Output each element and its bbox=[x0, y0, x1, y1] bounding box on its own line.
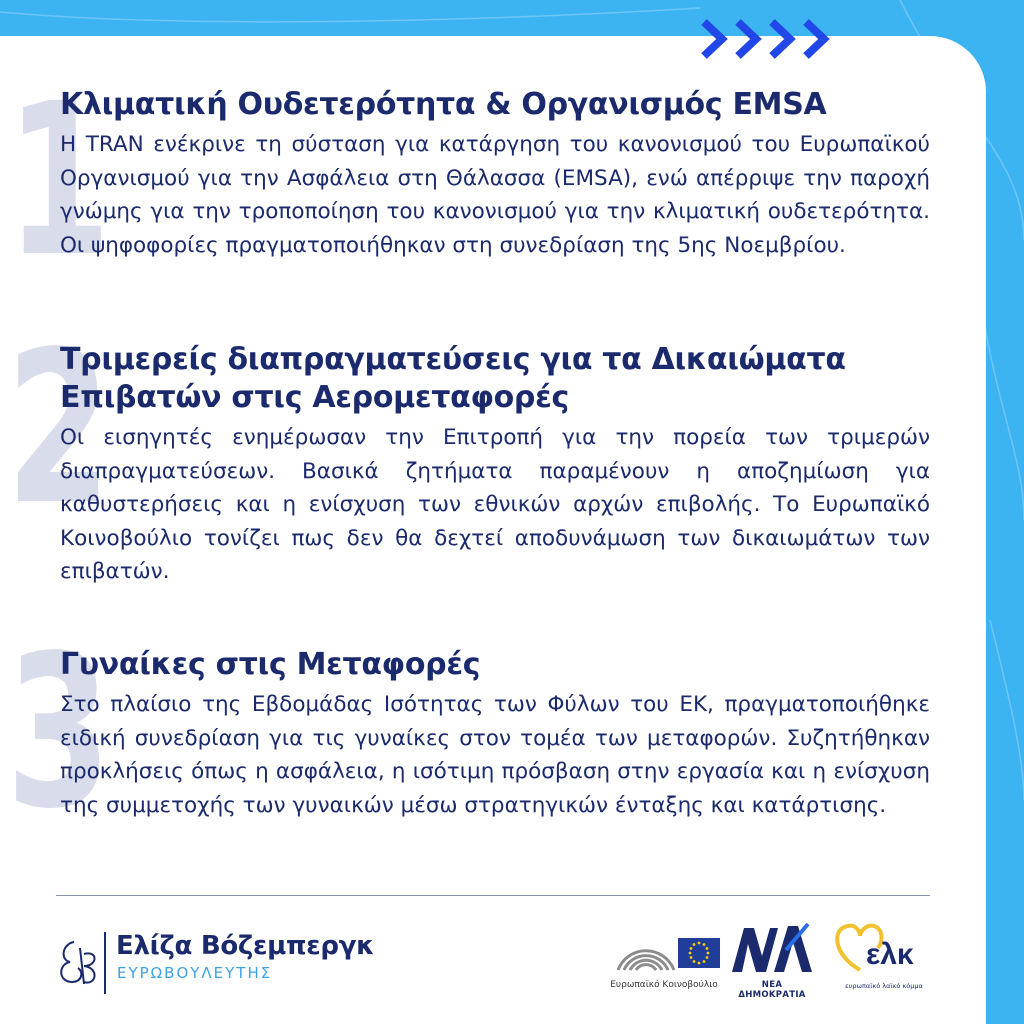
european-parliament-caption: Ευρωπαϊκό Κοινοβούλιο bbox=[610, 980, 718, 990]
section-number-3: 3 bbox=[6, 610, 112, 855]
author-role: ΕΥΡΩΒΟΥΛΕΥΤΗΣ bbox=[117, 964, 273, 982]
chevrons-icon bbox=[700, 14, 840, 64]
section-3-body: Στο πλαίσιο της Εβδομάδας Ισότητας των Φύλων του ΕΚ, πραγματοποιήθηκε ειδική συνεδρίαση για τις γυναίκες στον τομέα των μεταφορών. Συζητήθηκαν προκλήσεις όπως η ασφάλεια, η ισότιμη πρόσβαση στην εργασία και η ενίσχυση της συμμετοχής των γυναικών μέσω στρατηγικών ένταξης και κατάρτισης. bbox=[60, 692, 930, 818]
section-2 bbox=[60, 341, 930, 589]
section-3-title: Γυναίκες στις Μεταφορές bbox=[60, 647, 481, 682]
section-number-2: 2 bbox=[6, 306, 112, 551]
section-1 bbox=[60, 86, 930, 262]
section-2-body: Οι εισηγητές ενημέρωσαν την Επιτροπή για την πορεία των τριμερών διαπραγματεύσεων. Βασικά ζητήματα παραμένουν η αποζημίωση για καθυστερήσεις και η ενίσχυση των εθνικών αρχών επιβολής. Το Ευρωπαϊκό Κοινοβούλιο τονίζει πως δεν θα δεχτεί αποδυνάμωση των δικαιωμάτων των επιβατών. bbox=[60, 425, 930, 584]
content-card bbox=[0, 36, 986, 1024]
section-1-body: Η TRAN ενέκρινε τη σύσταση για κατάργηση του κανονισμού του Ευρωπαϊκού Οργανισμού για την Ασφάλεια στη Θάλασσα (EMSA), ενώ απέρριψε την παροχή γνώμης για την τροποποίηση του κανονισμού για την κλιματική ουδετερότητα. Οι ψηφοφορίες πραγματοποιήθηκαν στη συνεδρίαση της 5ης Νοεμβρίου. bbox=[60, 132, 930, 258]
european-parliament-logo bbox=[612, 922, 724, 978]
nea-dimokratia-caption: ΝΕΑ ΔΗΜΟΚΡΑΤΙΑ bbox=[738, 980, 806, 1000]
footer-divider bbox=[56, 895, 930, 896]
elk-mark: ελκ bbox=[866, 938, 914, 971]
signature-monogram-icon bbox=[54, 934, 100, 990]
section-1-title: Κλιματική Ουδετερότητα & Οργανισμός EMSA bbox=[60, 87, 827, 122]
signature-divider bbox=[104, 932, 106, 994]
section-2-title: Τριμερείς διαπραγματεύσεις για τα Δικαιώματα Επιβατών στις Αερομεταφορές bbox=[60, 342, 846, 415]
section-number-1: 1 bbox=[6, 58, 112, 303]
author-name: Ελίζα Βόζεμπεργκ bbox=[116, 931, 375, 961]
epp-elk-logo bbox=[830, 918, 940, 980]
nea-dimokratia-logo bbox=[728, 920, 816, 976]
section-3 bbox=[60, 646, 930, 822]
epp-caption: ευρωπαϊκό λαϊκό κόμμα bbox=[845, 982, 923, 990]
